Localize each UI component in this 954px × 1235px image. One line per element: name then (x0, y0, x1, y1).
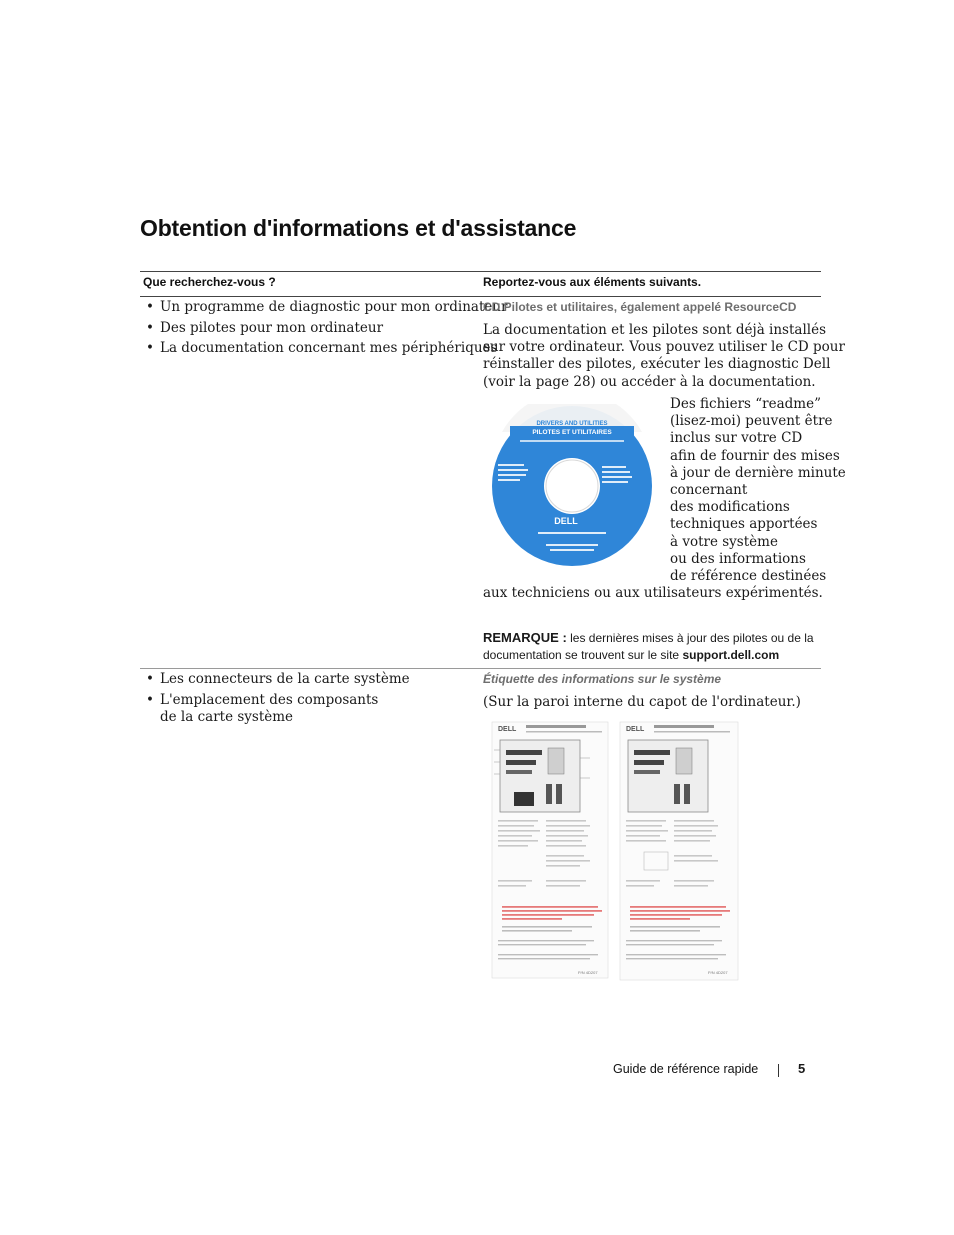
footer-guide-title: Guide de référence rapide (613, 1062, 759, 1076)
page-number: 5 (798, 1061, 806, 1076)
note-label: REMARQUE : (483, 630, 567, 645)
note (483, 629, 821, 664)
cd-dell-logo: DELL (554, 516, 578, 526)
table-header-question: Que recherchez-vous ? (143, 275, 276, 289)
label-panel-right (620, 722, 738, 980)
support-link[interactable]: support.dell.com (682, 648, 780, 662)
note-text: les dernières mises à jour des pilotes ou de la documentation se trouvent sur le site (483, 631, 814, 662)
row1-item-list (146, 299, 508, 361)
row2-item-list (146, 671, 410, 729)
label-part-number: P/N 4D207 (578, 970, 598, 975)
row-separator (140, 668, 821, 669)
table-top-rule (140, 271, 821, 272)
table-header-rule (140, 296, 821, 297)
label-dell-logo: DELL (498, 726, 517, 733)
list-item: • Les connecteurs de la carte système (146, 671, 410, 687)
cd-band-text: PILOTES ET UTILITAIRES (532, 429, 612, 436)
cd-section-title: CD Pilotes et utilitaires, également appelé ResourceCD (483, 300, 797, 314)
label-dell-logo: DELL (626, 726, 645, 733)
cd-description: La documentation et les pilotes sont déjà installés sur votre ordinateur. Vous pouvez utiliser le CD pour réinstaller des pilotes, exécuter les diagnostic Dell (voir la page 28) ou accéder à la documentation. (483, 322, 845, 390)
list-item: • La documentation concernant mes périphériques (146, 340, 498, 356)
list-item: • Un programme de diagnostic pour mon ordinateur (146, 299, 508, 315)
readme-text-last-line: aux techniciens ou aux utilisateurs expérimentés. (483, 585, 823, 601)
cd-top-text: DRIVERS AND UTILITIES (536, 421, 608, 427)
page-title: Obtention d'informations et d'assistance (140, 215, 577, 241)
list-item: • L'emplacement des composants de la carte système (146, 691, 379, 725)
footer-divider (778, 1064, 779, 1077)
readme-text: Des fichiers “readme” (lisez-moi) peuvent être inclus sur votre CD afin de fournir des mises à jour de dernière minute concernant des modifications techniques apportées à votre système ou des informations de référence destinées (670, 396, 846, 585)
label-part-number: P/N 4D207 (708, 970, 728, 975)
label-panel-left (492, 722, 608, 978)
system-label-image (486, 718, 742, 984)
system-label-location: (Sur la paroi interne du capot de l'ordinateur.) (483, 694, 801, 710)
table-header-reference: Reportez-vous aux éléments suivants. (483, 275, 702, 289)
resource-cd-image (490, 404, 654, 568)
list-item: • Des pilotes pour mon ordinateur (146, 319, 384, 336)
system-label-section-title: Étiquette des informations sur le système (483, 672, 722, 686)
